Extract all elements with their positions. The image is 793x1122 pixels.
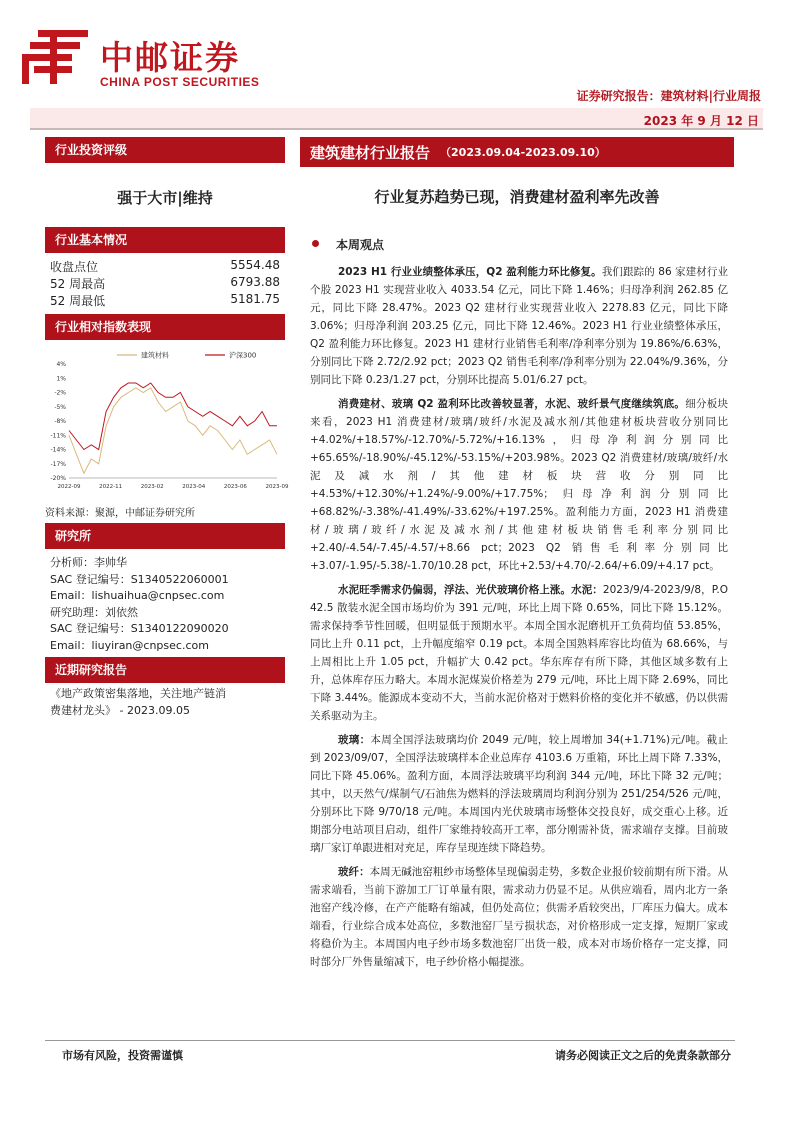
bullet-icon [312,240,319,247]
china-post-logo-icon [20,28,92,86]
recent-report-link[interactable] [50,686,226,719]
paragraph-text: 本周全国浮法玻璃均价 2049 元/吨，较上周增加 34(+1.71%)元/吨。截止到 2023/09/07，全国浮法玻璃样本企业总库存 4103.6 万重箱，环比上周下降 7.33%，同比下降 45.06%。盈利方面，本周浮法玻璃平均利润 344 元/吨，环比下降 32 元/吨；其中，以天然气/煤制气/石油焦为燃料的浮法玻璃周均利润分别为 251/254/526 元/吨，分别环比下降 9/70/18 元/吨。本周国内光伏玻璃市场整体交投良好，成交重心上移。近期部分电站项目启动，组件厂家维持较高开工率，部分刚需补货，需求端存支撑。目前玻璃厂家订单跟进相对充足，库存呈现连续下降趋势。 [310,734,728,854]
paragraph-lead: 2023 H1 行业业绩整体承压，Q2 盈利能力环比修复。 [338,266,602,278]
paragraph-text: 我们跟踪的 86 家建材行业个股 2023 H1 实现营业收入 4033.54 亿元，同比下降 1.46%；归母净利润 262.85 亿元，同比下降 28.47%。2023 Q2 建材行业实现营业收入 2278.83 亿元，同比下降 3.06%；归母净利润 203.25 亿元，同比下降 12.46%。2023 H1 行业业绩整体承压，Q2 盈利能力环比修复。2023 H1 建材行业销售毛利率/净利率分别为 19.86%/6.63%，分别同比下降 2.72/2.92 pct；2023 Q2 销售毛利率/净利率分别为 22.04%/9.36%，分别同比下降 0.23/1.27 pct，分别环比提高 5.01/6.27 pct。 [310,266,728,386]
stat-value: 5554.48 [230,258,280,272]
recent-heading: 近期研究报告 [45,657,285,683]
paragraph [310,863,728,971]
relative-index-chart [45,346,289,496]
x-tick-label: 2023-02 [140,484,164,490]
chart-heading: 行业相对指数表现 [45,314,285,340]
rating-value: 强于大市|维持 [117,189,213,207]
brand-name-cn: 中邮证券 [100,38,240,77]
basics-heading: 行业基本情况 [45,227,285,253]
report-date-range: （2023.09.04-2023.09.10） [440,146,606,159]
y-tick-label: -17% [50,460,66,468]
paragraph-text: 2023/9/4-2023/9/8，P.O 42.5 散装水泥全国市场均价为 391 元/吨，环比上周下降 0.65%，同比下降 15.12%。需求保持季节性回暖，但明显低于预期水平。本周全国水泥磨机开工负荷均值 53.85%，同比上升 0.11 pct，上升幅度缩窄 0.19 pct。本周全国熟料库容比均值为 68.66%，与上周相比上升 1.05 pct，升幅扩大 0.42 pct。华东库存有所下降，其他区域多数有上升，总体库存压力略大。本周水泥煤炭价格差为 279 元/吨，环比上周下降 2.69%，同比下降 3.44%。能源成本变动不大，当前水泥价格对于燃料价格的变化并不敏感，仍以供需关系驱动为主。 [310,584,729,722]
headline: 行业复苏趋势已现，消费建材盈利率先改善 [374,188,660,206]
y-tick-label: -5% [54,403,66,411]
assistant-line: 研究助理：刘依然 [50,605,138,619]
email-link[interactable]: Email：liuyiran@cnpsec.com [50,638,209,652]
report-date: 2023 年 9 月 12 日 [643,114,759,128]
sac-line: SAC 登记编号：S1340122090020 [50,622,229,635]
paragraph-lead: 水泥旺季需求仍偏弱，浮法、光伏玻璃价格上涨。水泥： [338,584,603,596]
series-line [69,383,277,450]
x-tick-label: 2022-11 [99,484,123,490]
y-tick-label: 4% [56,361,66,368]
series-line [69,388,277,474]
legend-label: 沪深300 [229,351,257,360]
research-contacts [50,555,229,654]
chart-source: 资料来源：聚源，中邮证券研究所 [45,508,195,519]
legend-label: 建筑材料 [141,351,169,360]
y-tick-label: -14% [50,446,66,454]
footer-divider [45,1040,735,1041]
rating-heading: 行业投资评级 [45,137,285,163]
paragraph [310,263,728,389]
paragraph-lead: 消费建材、玻璃 Q2 盈利环比改善较显著，水泥、玻纤景气度继续筑底。 [338,398,686,410]
stat-value: 5181.75 [230,292,280,306]
y-tick-label: -20% [50,475,66,482]
x-tick-label: 2023-04 [182,484,206,490]
email-link[interactable]: Email：lishuaihua@cnpsec.com [50,589,225,602]
research-heading: 研究所 [45,523,285,549]
recent-report-line: 《地产政策密集落地，关注地产链消 [50,687,226,700]
paragraph [310,581,728,725]
x-tick-label: 2023-06 [223,484,247,490]
paragraph-lead: 玻璃： [338,734,371,746]
report-type: 证券研究报告：建筑材料|行业周报 [576,89,761,103]
y-tick-label: 1% [56,375,66,383]
stat-row-close [50,258,280,274]
stat-label: 52 周最高 [50,277,106,291]
paragraph [310,731,728,857]
risk-notice: 市场有风险，投资需谨慎 [62,1049,183,1062]
paragraph-text: 细分板块来看，2023 H1 消费建材/玻璃/玻纤/水泥及减水剂/其他建材板块营收分别同比+4.02%/+18.57%/-12.70%/-5.72%/+16.13%，归母净利润分别同比+65.65%/-18.90%/-45.12%/-53.15%/+203.98%。2023 Q2 消费建材/玻璃/玻纤/水泥及减水剂/其他建材板块营收分别同比+4.53%/+12.30%/+1.24%/-9.00%/+17.75%；归母净利润分别同比+68.82%/-3.38%/-41.49%/-33.62%/+197.25%。盈利能力方面，2023 H1 消费建材/玻璃/玻纤/水泥及减水剂/其他建材板块销售毛利率分别同比+2.40/-4.54/-7.45/-4.57/+8.66 pct；2023 Q2 销售毛利率分别同比+3.07/-1.95/-5.38/-1.70/10.28 pct，环比+2.53/+4.70/-2.64/+6.09/+4.17 pct。 [310,398,728,572]
stat-value: 6793.88 [230,275,280,289]
section-heading: 本周观点 [336,238,385,252]
stat-row-high [50,275,280,291]
y-tick-label: -11% [50,432,66,440]
x-tick-label: 2023-09 [265,484,289,490]
x-tick-label: 2022-09 [57,484,81,490]
paragraph [310,395,728,575]
report-body [310,263,728,977]
disclaimer-notice: 请务必阅读正文之后的免责条款部分 [555,1049,731,1062]
title-bar [300,137,734,167]
stat-label: 收盘点位 [50,260,99,274]
paragraph-lead: 玻纤： [338,866,370,878]
y-tick-label: -8% [54,418,66,425]
report-title: 建筑建材行业报告 [310,143,431,162]
stat-label: 52 周最低 [50,294,106,308]
brand-name-en: CHINA POST SECURITIES [100,75,260,89]
paragraph-text: 本周无碱池窑粗纱市场整体呈现偏弱走势，多数企业报价较前期有所下滑。从需求端看，当前下游加工厂订单量有限，需求动力仍显不足。从供应端看，周内北方一条池窑产线冷修，在产产能略有缩减，但仍处高位；供需矛盾较突出，厂库压力偏大。成本端看，行业综合成本处高位，多数池窑厂呈亏损状态，对价格形成一定支撑，短期厂家或将稳价为主。本周国内电子纱市场多数池窑厂出货一般，成本对市场价格存一定支撑，同时部分厂外售量缩减下，电子纱价格小幅提涨。 [310,866,728,968]
sac-line: SAC 登记编号：S1340522060001 [50,572,229,586]
recent-report-line: 费建材龙头》 - 2023.09.05 [50,703,190,717]
stat-row-low [50,292,280,308]
analyst-line: 分析师：李帅华 [50,556,127,569]
y-tick-label: -2% [54,389,66,397]
